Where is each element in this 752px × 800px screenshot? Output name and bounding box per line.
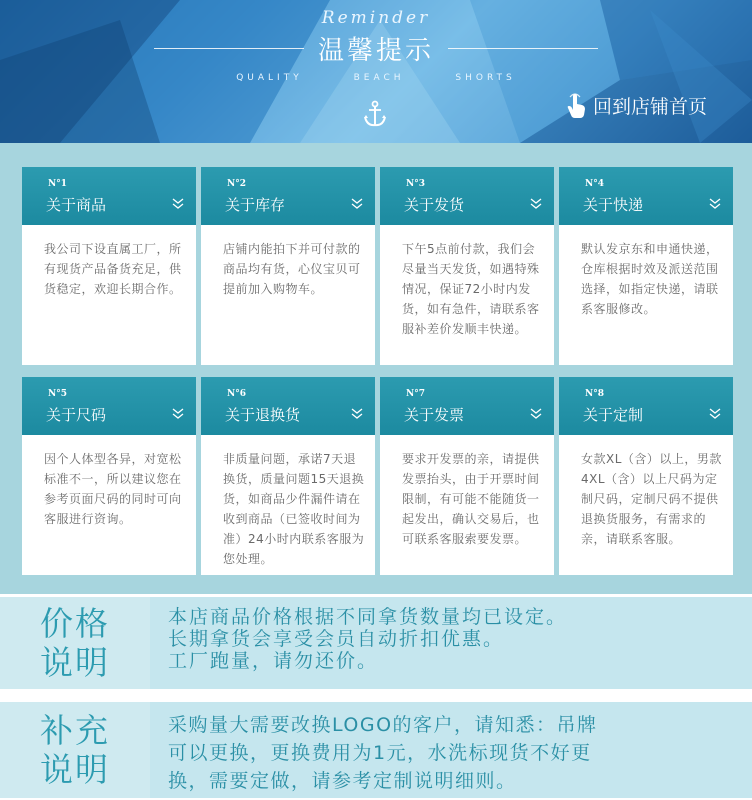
- card-title: 关于发票: [404, 406, 465, 424]
- chevron-down-icon: [530, 197, 542, 211]
- info-cards-section: [0, 143, 752, 594]
- card-number: N°2: [227, 179, 246, 189]
- card-text: 要求开发票的亲，请提供发票抬头，由于开票时间限制，有可能不能随货一起发出，确认交易后，也可联系客服索要发票。: [402, 452, 540, 546]
- card-header[interactable]: [559, 167, 733, 225]
- note-heading-line: 补充: [40, 711, 110, 750]
- card-number: N°4: [585, 179, 604, 189]
- card-title: 关于退换货: [225, 406, 301, 424]
- card-header[interactable]: [380, 377, 554, 435]
- card-about-stock: [201, 167, 375, 365]
- price-note-heading: [0, 597, 150, 689]
- chevron-down-icon: [172, 197, 184, 211]
- supplement-note-body: [150, 702, 752, 798]
- card-header[interactable]: [559, 377, 733, 435]
- card-number: N°1: [48, 179, 67, 189]
- back-to-shop-label[interactable]: 回到店铺首页: [593, 96, 708, 118]
- card-about-express: [559, 167, 733, 365]
- chevron-down-icon: [351, 407, 363, 421]
- note-line: 本店商品价格根据不同拿货数量均已设定。: [168, 606, 568, 628]
- title-divider-right: [448, 48, 598, 49]
- card-text: 店铺内能拍下并可付款的商品均有货，心仪宝贝可提前加入购物车。: [223, 242, 361, 296]
- anchor-icon: [363, 100, 387, 128]
- card-title: 关于尺码: [46, 406, 107, 424]
- card-title: 关于库存: [225, 196, 286, 214]
- supplement-note-heading: [0, 702, 150, 798]
- card-text: 非质量问题，承诺7天退换货，质量问题15天退换货，如商品少件漏件请在收到商品（已签收时间为准）24小时内联系客服为您处理。: [223, 452, 365, 566]
- card-number: N°8: [585, 389, 604, 399]
- card-about-returns: [201, 377, 375, 575]
- card-header[interactable]: [201, 167, 375, 225]
- hand-pointer-icon: [565, 93, 587, 119]
- chevron-down-icon: [351, 197, 363, 211]
- price-note-body: [150, 597, 752, 689]
- subtitle-word: SHORTS: [455, 73, 516, 83]
- chevron-down-icon: [172, 407, 184, 421]
- note-line: 换，需要定做，请参考定制说明细则。: [168, 770, 517, 792]
- supplement-note: [0, 702, 752, 798]
- card-about-product: [22, 167, 196, 365]
- card-number: N°7: [406, 389, 425, 399]
- card-about-size: [22, 377, 196, 575]
- note-line: 长期拿货会享受会员自动折扣优惠。: [168, 628, 505, 650]
- card-header[interactable]: [380, 167, 554, 225]
- card-about-invoice: [380, 377, 554, 575]
- chevron-down-icon: [709, 197, 721, 211]
- card-text: 我公司下设直属工厂，所有现货产品备货充足，供货稳定，欢迎长期合作。: [44, 242, 182, 296]
- card-text: 因个人体型各异，对宽松标准不一，所以建议您在参考页面尺码的同时可向客服进行资询。: [44, 452, 182, 526]
- title-row: [0, 30, 752, 67]
- reminder-script: Reminder: [321, 8, 431, 28]
- page-title: 温馨提示: [317, 36, 434, 66]
- note-heading-line: 说明: [40, 750, 110, 789]
- chevron-down-icon: [530, 407, 542, 421]
- card-about-shipping: [380, 167, 554, 365]
- title-divider-left: [154, 48, 304, 49]
- card-title: 关于快递: [583, 196, 644, 214]
- price-note: [0, 597, 752, 689]
- chevron-down-icon: [709, 407, 721, 421]
- card-title: 关于发货: [404, 196, 465, 214]
- note-heading-line: 价格: [40, 604, 110, 643]
- card-number: N°6: [227, 389, 246, 399]
- card-text: 下午5点前付款，我们会尽量当天发货，如遇特殊情况，保证72小时内发货，如有急件，请联系客服补差价发顺丰快递。: [402, 242, 540, 336]
- card-number: N°5: [48, 389, 67, 399]
- card-header[interactable]: [22, 167, 196, 225]
- subtitle-word: BEACH: [353, 73, 405, 83]
- card-title: 关于定制: [583, 406, 644, 424]
- back-to-shop-link[interactable]: [565, 92, 707, 119]
- note-line: 可以更换，更换费用为1元，水洗标现货不好更: [168, 742, 592, 764]
- card-about-custom: [559, 377, 733, 575]
- subtitle-word: QUALITY: [236, 73, 303, 83]
- note-line: 采购量大需要改换LOGO的客户，请知悉：吊牌: [168, 714, 598, 736]
- header-banner: [0, 0, 752, 143]
- note-heading-line: 说明: [40, 643, 110, 682]
- card-text: 默认发京东和申通快递，仓库根据时效及派送范围选择，如指定快递，请联系客服修改。: [581, 242, 719, 316]
- subtitle: [0, 73, 752, 83]
- card-header[interactable]: [22, 377, 196, 435]
- note-line: 工厂跑量，请勿还价。: [168, 650, 379, 672]
- card-header[interactable]: [201, 377, 375, 435]
- card-number: N°3: [406, 179, 425, 189]
- card-text: 女款XL（含）以上，男款4XL（含）以上尺码为定制尺码，定制尺码不提供退换货服务，有需求的亲，请联系客服。: [581, 452, 722, 546]
- card-title: 关于商品: [46, 196, 107, 214]
